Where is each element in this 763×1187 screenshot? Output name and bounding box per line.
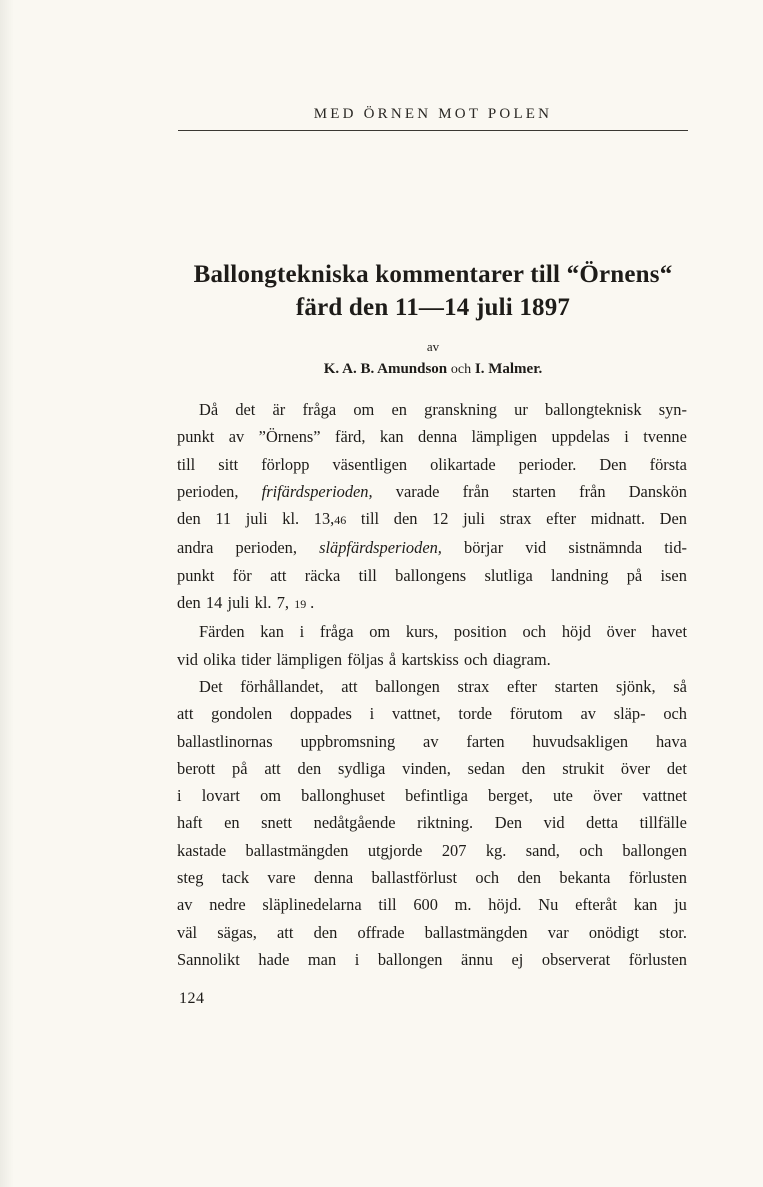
time-minutes: 46 <box>334 513 347 528</box>
word: räcka <box>304 565 341 585</box>
word: tider <box>241 649 272 669</box>
word: höjd. <box>488 895 522 915</box>
word: 207 <box>441 840 467 860</box>
word: varade <box>395 481 440 501</box>
word: för <box>232 565 252 585</box>
word: fråga <box>319 622 354 642</box>
word: och <box>579 840 603 860</box>
word: berget, <box>488 786 533 806</box>
word: vattnet <box>642 786 687 806</box>
word: lovart <box>201 786 240 806</box>
word: Nu <box>538 895 559 915</box>
word: Färden <box>199 622 245 642</box>
word: den <box>521 758 546 778</box>
word: kl. <box>282 509 300 529</box>
word: position <box>453 622 507 642</box>
word: att <box>264 758 281 778</box>
word: tvenne <box>643 427 687 447</box>
italic-term: frifärdsperioden, <box>261 481 373 501</box>
word: perioden, <box>235 538 297 558</box>
body-line-16 <box>177 809 687 836</box>
word: landning <box>551 565 609 585</box>
word: starten <box>554 676 599 696</box>
body-line-07 <box>177 562 687 589</box>
word: Det <box>199 676 223 696</box>
word: stor. <box>659 922 687 942</box>
author-2: I. Malmer. <box>474 361 543 377</box>
word: detta <box>586 813 619 833</box>
header-rule <box>178 130 688 131</box>
word: att <box>341 676 358 696</box>
word: snett <box>261 813 293 833</box>
word: olika <box>203 649 236 669</box>
word: punkt <box>177 565 215 585</box>
word: befintliga <box>405 786 468 806</box>
word: kl. <box>254 593 272 613</box>
word: i <box>177 786 182 806</box>
word: och <box>464 649 488 669</box>
word: väsentligen <box>332 454 408 474</box>
word: på <box>232 758 248 778</box>
word: punkt <box>177 427 215 447</box>
word: 12 <box>432 509 449 529</box>
word: huvudsakligen <box>532 731 629 751</box>
word: höjd <box>561 622 591 642</box>
word: förutom <box>509 704 563 724</box>
word: att <box>177 704 194 724</box>
word: torde <box>458 704 493 724</box>
word: sistnämnda <box>568 538 643 558</box>
word: över <box>606 622 636 642</box>
word: lämpligen <box>471 427 538 447</box>
word: så <box>673 676 687 696</box>
word: starten <box>512 481 556 501</box>
word: kan <box>260 622 284 642</box>
time-hour: 13, <box>313 509 335 529</box>
word: över <box>593 786 623 806</box>
body-line-02 <box>177 423 687 450</box>
word: vinden, <box>402 758 451 778</box>
word: lämpligen <box>276 649 343 669</box>
byline-av: av <box>426 339 440 354</box>
word: den <box>297 758 322 778</box>
word: sjönk, <box>615 676 656 696</box>
word: i <box>354 949 360 969</box>
word: om <box>353 400 375 419</box>
word: om <box>369 622 391 642</box>
authors-conjunction: och <box>450 362 472 377</box>
word: till <box>177 454 196 474</box>
word: m. <box>454 895 472 915</box>
word: 11 <box>215 509 232 529</box>
word: och <box>475 868 500 888</box>
word: från <box>579 481 606 501</box>
word: följas <box>347 649 384 669</box>
word: att <box>270 565 287 585</box>
word: offrade <box>357 922 405 942</box>
word: sedan <box>467 758 505 778</box>
word: den <box>313 922 338 942</box>
author-1: K. A. B. Amundson <box>323 361 448 377</box>
word: över <box>620 758 651 778</box>
word: uppdelas <box>551 427 610 447</box>
word: till <box>358 565 377 585</box>
italic-term: släpfärdsperioden, <box>319 538 442 558</box>
word: berott <box>177 758 216 778</box>
body-line-15 <box>177 782 687 809</box>
word: observerat <box>541 949 611 969</box>
time-value <box>277 589 320 618</box>
body-line-12 <box>177 700 687 727</box>
word: riktning. <box>417 813 474 833</box>
body-line-10 <box>177 646 687 673</box>
word: av <box>177 895 193 915</box>
word: strax <box>457 676 490 696</box>
title-line-2: färd den 11—14 juli 1897 <box>295 294 571 321</box>
word: strax <box>499 509 532 529</box>
word: denna <box>417 427 458 447</box>
word: sand, <box>525 840 560 860</box>
word: Den <box>494 813 523 833</box>
word: andra <box>177 538 214 558</box>
word: uppbromsning <box>300 731 396 751</box>
word: farten <box>466 731 505 751</box>
page-edge-shadow <box>0 0 14 1187</box>
word: ännu <box>461 949 493 969</box>
word: doppades <box>289 704 352 724</box>
word: ballongen <box>622 840 687 860</box>
word: tillfälle <box>639 813 687 833</box>
word: ur <box>514 400 528 419</box>
body-line-04 <box>177 478 687 505</box>
word: ej <box>511 949 524 969</box>
word: isen <box>660 565 687 585</box>
word: kan <box>379 427 404 447</box>
word: förlusten <box>628 868 687 888</box>
body-line-01 <box>177 396 687 423</box>
word: olikartade <box>430 454 496 474</box>
word: sägas, <box>217 922 257 942</box>
word: ute <box>552 786 573 806</box>
word: den <box>393 509 418 529</box>
period: . <box>310 593 315 613</box>
word: nedre <box>209 895 246 915</box>
word: att <box>277 922 294 942</box>
word: ballastlinornas <box>177 731 273 751</box>
word: ju <box>674 895 687 915</box>
word: Den <box>659 509 687 529</box>
word: var <box>547 922 569 942</box>
word: den <box>517 868 542 888</box>
page-number: 124 <box>179 990 205 1007</box>
word: ballonghuset <box>301 786 385 806</box>
word: det <box>666 758 687 778</box>
word: juli <box>227 593 250 613</box>
word: och <box>522 622 547 642</box>
word: av <box>423 731 439 751</box>
word: vare <box>267 868 296 888</box>
title-line-1: Ballongtekniska kommentarer till “Örnens“ <box>193 261 673 288</box>
word: perioder. <box>518 454 577 474</box>
word: hava <box>655 731 687 751</box>
word: på <box>626 565 643 585</box>
word: kurs, <box>405 622 439 642</box>
word: perioden, <box>177 481 239 501</box>
word: en <box>224 813 240 833</box>
body-line-09 <box>177 618 687 645</box>
word: diagram. <box>492 649 551 669</box>
word: slutliga <box>484 565 533 585</box>
word: haft <box>177 813 203 833</box>
word: strukit <box>562 758 605 778</box>
word: kartskiss <box>401 649 459 669</box>
word: sitt <box>218 454 239 474</box>
word: av <box>228 427 245 447</box>
word: ballastmängden <box>245 840 349 860</box>
word: kastade <box>177 840 227 860</box>
word: havet <box>651 622 687 642</box>
body-line-08 <box>177 589 687 618</box>
word: i <box>369 704 375 724</box>
word: börjar <box>464 538 504 558</box>
word: förhållandet, <box>240 676 324 696</box>
body-line-20 <box>177 919 687 946</box>
word: är <box>272 400 286 419</box>
word: ballastmängden <box>424 922 528 942</box>
word: man <box>307 949 337 969</box>
word: ballongens <box>395 565 467 585</box>
word: midnatt. <box>590 509 645 529</box>
body-line-19 <box>177 891 687 918</box>
word: ballongen <box>375 676 440 696</box>
word: första <box>649 454 687 474</box>
word: utgjorde <box>367 840 423 860</box>
word: granskning <box>424 400 497 419</box>
word: kg. <box>485 840 507 860</box>
body-line-17 <box>177 837 687 864</box>
word: av <box>580 704 596 724</box>
word: vid <box>543 813 565 833</box>
running-head: MED ÖRNEN MOT POLEN <box>313 106 553 122</box>
word: onödigt <box>588 922 639 942</box>
word: syn- <box>658 400 687 419</box>
word: ”Örnens” <box>258 427 321 447</box>
word: ballongteknisk <box>545 400 642 419</box>
word: vid <box>177 649 198 669</box>
body-line-13 <box>177 728 687 755</box>
word: till <box>378 895 397 915</box>
article-title <box>160 258 706 324</box>
body-line-06 <box>177 534 687 561</box>
word: juli <box>463 509 485 529</box>
word: en <box>391 400 407 419</box>
word: sydliga <box>337 758 386 778</box>
word: hade <box>258 949 290 969</box>
word: förlopp <box>261 454 310 474</box>
word: vattnet, <box>391 704 441 724</box>
body-line-11 <box>177 673 687 700</box>
body-line-05 <box>177 505 687 534</box>
word: tack <box>221 868 250 888</box>
word: kan <box>633 895 658 915</box>
word: från <box>462 481 490 501</box>
word: fråga <box>302 400 337 419</box>
word: Då <box>199 400 219 419</box>
word: i <box>624 427 629 447</box>
word: och <box>663 704 687 724</box>
word: å <box>388 649 397 669</box>
word: förlusten <box>628 949 687 969</box>
word: färd, <box>334 427 366 447</box>
word: väl <box>177 922 198 942</box>
word: Sannolikt <box>177 949 240 969</box>
word: steg <box>177 868 204 888</box>
word: släplinedelarna <box>262 895 362 915</box>
word: till <box>360 509 380 529</box>
word: tid- <box>664 538 687 558</box>
word: juli <box>245 509 268 529</box>
article-body <box>177 396 687 973</box>
word: efteråt <box>575 895 617 915</box>
word: det <box>235 400 256 419</box>
word: Den <box>599 454 627 474</box>
time-value <box>314 505 347 534</box>
word: ballastförlust <box>371 868 458 888</box>
time-hour: 7, <box>276 593 290 613</box>
authors-line <box>178 361 688 378</box>
body-line-03 <box>177 451 687 478</box>
word: Danskön <box>628 481 687 501</box>
word: efter <box>507 676 538 696</box>
word: efter <box>546 509 577 529</box>
word: bekanta <box>559 868 611 888</box>
word: denna <box>313 868 354 888</box>
word: den <box>177 593 201 613</box>
word: 14 <box>205 593 223 613</box>
word: ballongen <box>377 949 443 969</box>
word: släp- <box>613 704 646 724</box>
word: 600 <box>413 895 438 915</box>
word: om <box>260 786 282 806</box>
body-line-21 <box>177 946 687 973</box>
word: vid <box>525 538 547 558</box>
body-line-14 <box>177 755 687 782</box>
time-minutes: 19 <box>294 597 307 612</box>
word: i <box>299 622 305 642</box>
word: den <box>177 509 201 529</box>
body-line-18 <box>177 864 687 891</box>
word: nedåtgående <box>313 813 396 833</box>
word: gondolen <box>211 704 273 724</box>
